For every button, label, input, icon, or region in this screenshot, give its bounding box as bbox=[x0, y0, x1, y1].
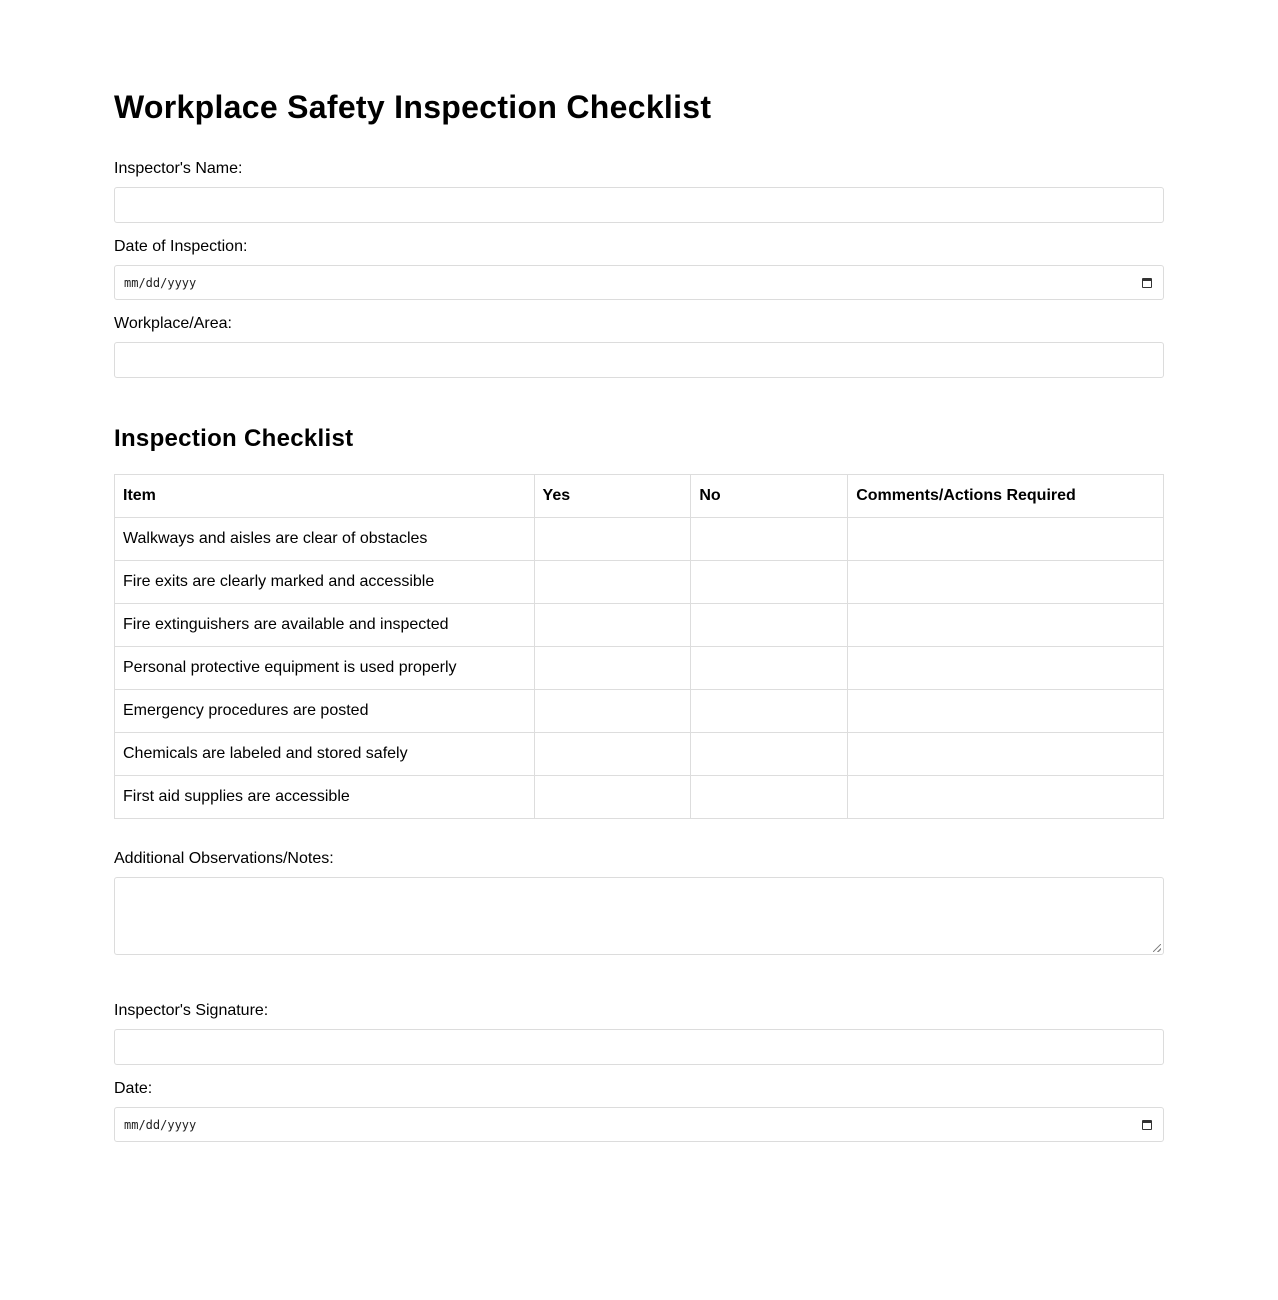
comments-cell[interactable] bbox=[848, 604, 1164, 647]
column-header-no: No bbox=[691, 475, 848, 518]
no-cell[interactable] bbox=[691, 518, 848, 561]
table-row bbox=[115, 690, 1164, 733]
item-cell: Chemicals are labeled and stored safely bbox=[115, 733, 535, 776]
comments-cell[interactable] bbox=[848, 733, 1164, 776]
table-row bbox=[115, 604, 1164, 647]
item-cell: First aid supplies are accessible bbox=[115, 776, 535, 819]
signature-label: Inspector's Signature: bbox=[114, 1002, 269, 1019]
no-cell[interactable] bbox=[691, 733, 848, 776]
signoff-date-label: Date: bbox=[114, 1080, 153, 1097]
calendar-icon[interactable] bbox=[1142, 278, 1152, 288]
comments-cell[interactable] bbox=[848, 647, 1164, 690]
resize-handle-icon[interactable] bbox=[1153, 944, 1161, 952]
table-row bbox=[115, 647, 1164, 690]
inspection-checklist-table bbox=[114, 474, 1164, 819]
no-cell[interactable] bbox=[691, 690, 848, 733]
no-cell[interactable] bbox=[691, 561, 848, 604]
table-header-row bbox=[115, 475, 1164, 518]
item-cell: Fire extinguishers are available and inspected bbox=[115, 604, 535, 647]
item-cell: Personal protective equipment is used properly bbox=[115, 647, 535, 690]
signature-input[interactable] bbox=[114, 1029, 1164, 1065]
table-row bbox=[115, 733, 1164, 776]
comments-cell[interactable] bbox=[848, 561, 1164, 604]
comments-cell[interactable] bbox=[848, 776, 1164, 819]
column-header-comments: Comments/Actions Required bbox=[848, 475, 1164, 518]
column-header-item: Item bbox=[115, 475, 535, 518]
no-cell[interactable] bbox=[691, 647, 848, 690]
calendar-icon[interactable] bbox=[1142, 1120, 1152, 1130]
signoff-date-input[interactable] bbox=[114, 1107, 1164, 1142]
item-cell: Walkways and aisles are clear of obstacles bbox=[115, 518, 535, 561]
no-cell[interactable] bbox=[691, 776, 848, 819]
table-row bbox=[115, 518, 1164, 561]
item-cell: Fire exits are clearly marked and accessible bbox=[115, 561, 535, 604]
yes-cell[interactable] bbox=[534, 776, 691, 819]
inspector-name-label: Inspector's Name: bbox=[114, 160, 243, 177]
yes-cell[interactable] bbox=[534, 733, 691, 776]
table-row bbox=[115, 561, 1164, 604]
page-title: Workplace Safety Inspection Checklist bbox=[114, 89, 712, 125]
yes-cell[interactable] bbox=[534, 561, 691, 604]
inspection-date-placeholder: mm/dd/yyyy bbox=[124, 275, 197, 290]
inspection-date-label: Date of Inspection: bbox=[114, 238, 248, 255]
notes-label: Additional Observations/Notes: bbox=[114, 850, 334, 867]
yes-cell[interactable] bbox=[534, 690, 691, 733]
checklist-heading: Inspection Checklist bbox=[114, 425, 354, 452]
inspection-date-input[interactable] bbox=[114, 265, 1164, 300]
no-cell[interactable] bbox=[691, 604, 848, 647]
workplace-area-label: Workplace/Area: bbox=[114, 315, 232, 332]
notes-textarea[interactable] bbox=[114, 877, 1164, 955]
comments-cell[interactable] bbox=[848, 690, 1164, 733]
workplace-area-input[interactable] bbox=[114, 342, 1164, 378]
item-cell: Emergency procedures are posted bbox=[115, 690, 535, 733]
table-row bbox=[115, 776, 1164, 819]
yes-cell[interactable] bbox=[534, 604, 691, 647]
yes-cell[interactable] bbox=[534, 518, 691, 561]
inspector-name-input[interactable] bbox=[114, 187, 1164, 223]
column-header-yes: Yes bbox=[534, 475, 691, 518]
comments-cell[interactable] bbox=[848, 518, 1164, 561]
signoff-date-placeholder: mm/dd/yyyy bbox=[124, 1117, 197, 1132]
yes-cell[interactable] bbox=[534, 647, 691, 690]
